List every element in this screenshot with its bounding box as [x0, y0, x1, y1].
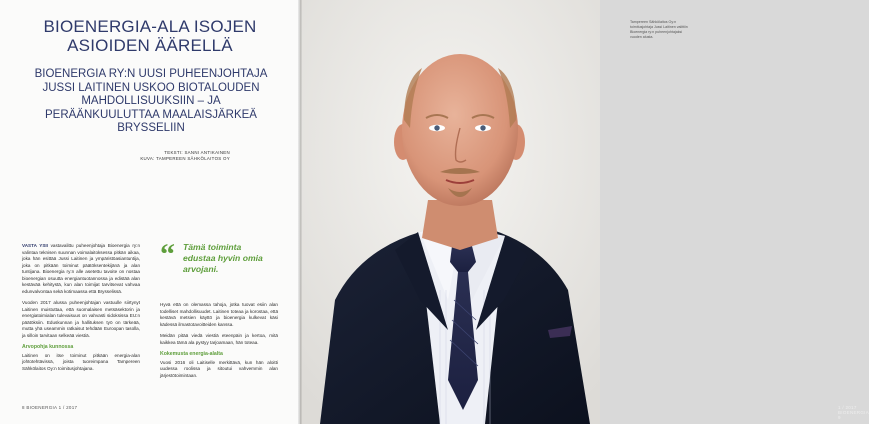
portrait-photo [300, 0, 600, 424]
left-page [0, 0, 300, 424]
article-headline: BIOENERGIA-ALA ISOJEN ASIOIDEN ÄÄRELLÄ [43, 17, 257, 55]
section-subtitle-2: Kokemusta energia-alalta [160, 351, 223, 357]
photo-caption: Tampereen Sähkölaitos Oy:n toimitusjohtaja Jussi Laitinen valittiin Bioenergia ry:n puheenjohtajaksi vuoden alusta. [630, 20, 688, 39]
right-page [300, 0, 869, 424]
byline [80, 150, 230, 162]
quote-mark-icon: “ [160, 238, 175, 271]
paragraph-2: Vuoden 2017 alussa puheenjohtajan vastuulle siirtynyt Laitinen muistuttaa, että suomalaisen metsäsektorin ja energiatoimialan tulevaisuus on vahvasti sidoksissa EU:n päätöksiin. Eduskunnan ja hallituksen työ on tärkeää, mutta yhä useammin ratkaisut tehdään Euroopan tasolla, ja silloin tarvitaan selkeää viestiä. [22, 300, 140, 338]
paragraph-1 [22, 243, 140, 295]
paragraph-5: Meidän pitää viedä viestiä eteenpäin ja kertoa, mitä kaikkea tämä ala pystyy tarjoamaan, hän toteaa. [160, 333, 278, 345]
body-column-left [22, 243, 140, 377]
folio-right: 1 / 2017 BIOENERGIA 9 [838, 405, 869, 420]
byline-text: TEKSTI: SANNI ANTIKAINEN [164, 150, 230, 155]
body-column-right [160, 302, 278, 384]
page-gutter [298, 0, 302, 424]
section-subtitle-1: Arvopohja kunnossa [22, 344, 74, 350]
byline-photo: KUVA: TAMPEREEN SÄHKÖLAITOS OY [140, 156, 230, 161]
paragraph-1-text: vastavalittu puheenjohtaja Bioenergia ry:n valintaa teknisen suunnan voimalaitoksessa pitkän aikaa, joka hän esittää Jussi Laitinen ja ympäristöasiantuntija, joka on pitkään toiminut päätöksentekijänä ja alan tuntijana. Bioenergia ry:n alle asetettu tavoite on nostaa bioenergian osuutta energiantuotannossa ja edistää alan kestävää kehitystä, kun alan toimijat tarvitsevat vahvaa edunvalvontaa sekä kotimaassa että Brysselissä. [22, 243, 141, 294]
paragraph-6: Vuosi 2016 oli Laitiselle merkittävä, kun hän aloitti uudessa roolissa ja sitoutui vahvemmin alan järjestötoimintaan. [160, 359, 278, 378]
paragraph-3: Laitinen on itse toiminut pitkään energia-alan johtotehtävissä, joista tuoreimpana Tampereen Sähkölaitos Oy:n toimitusjohtajana. [22, 352, 140, 371]
lead-in: VASTA YSII [22, 243, 48, 248]
folio-left: 8 BIOENERGIA 1 / 2017 [22, 405, 78, 410]
pull-quote-text: Tämä toiminta edustaa hyvin omia arvojani. [183, 242, 263, 274]
paragraph-4: Hyvä että on olemassa tahoja, jotka tuovat esiin alan todelliset mahdollisuudet. Laitinen toteaa ja korostaa, että kestävä metsien käyttö ja bioenergia kulkevat käsi kädessä ilmastotavoitteiden kanssa. [160, 302, 278, 327]
article-subheadline: BIOENERGIA RY:N UUSI PUHEENJOHTAJA JUSSI LAITINEN USKOO BIOTALOUDEN MAHDOLLISUUKSIIN – JA PERÄÄNKUULUTTAA MAALAISJÄRKEÄ BRYSSELIIN [34, 68, 268, 134]
